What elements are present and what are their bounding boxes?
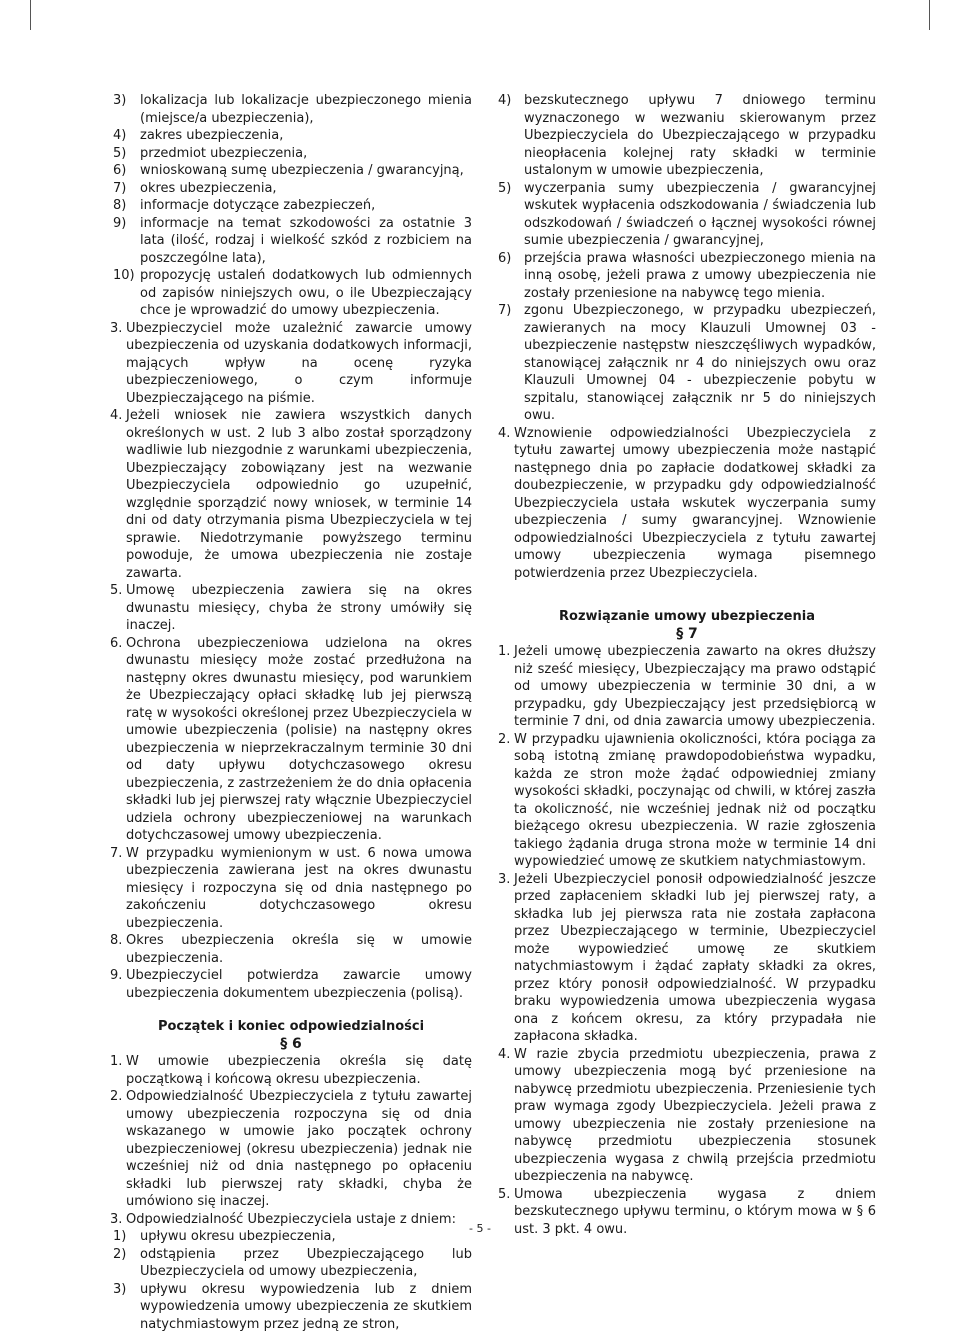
list-item [110, 932, 472, 967]
item-number: 5. [110, 582, 122, 600]
item-number: 7) [113, 180, 126, 198]
item-number: 9) [113, 215, 126, 233]
item-number: 4. [498, 1046, 510, 1064]
list-item [110, 145, 472, 163]
list-item [498, 425, 876, 583]
item-text: upływu okresu ubezpieczenia, [140, 1229, 336, 1244]
crop-mark-left [30, 0, 31, 30]
items-b [110, 1053, 472, 1228]
item-text: Odpowiedzialność Ubezpieczyciela ustaje z dniem: [126, 1212, 456, 1227]
items-c [498, 425, 876, 583]
item-text: okres ubezpieczenia, [140, 181, 277, 196]
item-number: 6) [498, 250, 511, 268]
item-number: 10) [113, 267, 135, 285]
item-number: 4) [498, 92, 511, 110]
page-number: - 5 - [0, 1222, 960, 1235]
list-item [110, 197, 472, 215]
list-a [110, 92, 472, 320]
section-6-number: § 6 [110, 1036, 472, 1054]
item-text: W umowie ubezpieczenia określa się datę początkową i końcową okresu ubezpieczenia. [126, 1054, 472, 1087]
item-text: Odpowiedzialność Ubezpieczyciela z tytułu zawartej umowy ubezpieczenia rozpoczyna się od dnia wskazanego w umowie jako początek ochrony ubezpieczeniowej (okresu ubezpieczenia) jednak nie wcześniej niż od dnia następnego po opłaceniu składki lub pierwszej raty składki, chyba że umówiono się inaczej. [126, 1089, 472, 1209]
item-text: Umowa ubezpieczenia wygasa z dniem bezskutecznego upływu terminu, o którym mowa w § 6 ust. 3 pkt. 4 owu. [514, 1187, 876, 1237]
item-number: 1. [110, 1053, 122, 1071]
item-number: 3. [110, 1211, 122, 1229]
list-item [498, 643, 876, 731]
item-number: 4. [110, 407, 122, 425]
item-number: 9. [110, 967, 122, 985]
item-number: 7) [498, 302, 511, 320]
list-item [498, 731, 876, 871]
list-item [110, 1281, 472, 1333]
item-number: 5. [498, 1186, 510, 1204]
list-item [110, 127, 472, 145]
item-number: 6. [110, 635, 122, 653]
items-d [498, 643, 876, 1238]
item-number: 2. [110, 1088, 122, 1106]
right-column [498, 92, 876, 1238]
list-item [498, 871, 876, 1046]
list-item [110, 92, 472, 127]
item-text: przedmiot ubezpieczenia, [140, 146, 307, 161]
item-number: 5) [498, 180, 511, 198]
item-text: odstąpienia przez Ubezpieczającego lub Ubezpieczyciela od umowy ubezpieczenia, [140, 1247, 472, 1280]
item-text: Wznowienie odpowiedzialności Ubezpieczyciela z tytułu zawartej umowy ubezpieczenia może nastąpić następnego dnia po zapłacie dodatkowej składki za doubezpieczenie, w przypadku gdy odpowiedzialność Ubezpieczyciela ustała wskutek wyczerpania sumy ubezpieczenia / sumy gwarancyjnej. Wznowienie odpowiedzialności Ubezpieczyciela z tytułu zawartej umowy ubezpieczenia wymaga pisemnego potwierdzenia przez Ubezpieczyciela. [514, 426, 876, 581]
list-item [110, 1053, 472, 1088]
list-item [110, 267, 472, 320]
item-number: 5) [113, 145, 126, 163]
item-number: 4) [113, 127, 126, 145]
item-text: informacje na temat szkodowości za ostatnie 3 lata (ilość, rodzaj i wielkość szkód z rozbiciem na poszczególne lata), [140, 216, 472, 266]
item-text: zgonu Ubezpieczonego, w przypadku ubezpieczeń, zawieranych na mocy Klauzuli Umownej 03 - ubezpieczenie następstw nieszczęśliwych wypadków, stanowiącej załącznik nr 4 do niniejszych owu oraz Klauzuli Umownej 04 - ubezpieczenie pobytu w szpitalu, stanowiącej załącznik nr 5 do niniejszych owu. [524, 303, 876, 423]
section-6-heading: Początek i koniec odpowiedzialności [110, 1018, 472, 1036]
list-item [110, 1088, 472, 1211]
list-item [110, 320, 472, 408]
item-text: wnioskowaną sumę ubezpieczenia / gwarancyjną, [140, 163, 464, 178]
item-text: Okres ubezpieczenia określa się w umowie ubezpieczenia. [126, 933, 472, 966]
item-number: 7. [110, 845, 122, 863]
item-text: lokalizacja lub lokalizacje ubezpieczonego mienia (miejsce/a ubezpieczenia), [140, 93, 472, 126]
list-item [498, 302, 876, 425]
list-item [110, 845, 472, 933]
item-number: 3. [110, 320, 122, 338]
item-text: bezskutecznego upływu 7 dniowego terminu wyznaczonego w wezwaniu skierowanym przez Ubezpieczyciela do Ubezpieczającego w przypadku nieopłacenia kolejnej raty składki w terminie ustalonym w umowie ubezpieczenia, [524, 93, 876, 178]
item-number: 2) [113, 1246, 126, 1264]
item-number: 2. [498, 731, 510, 749]
list-item [110, 215, 472, 268]
item-text: upływu okresu wypowiedzenia lub z dniem wypowiedzenia umowy ubezpieczenia ze skutkiem natychmiastowym przez jedną ze stron, [140, 1282, 472, 1332]
list-item [110, 180, 472, 198]
item-number: 6) [113, 162, 126, 180]
item-text: Umowę ubezpieczenia zawiera się na okres dwunastu miesięcy, chyba że strony umówiły się inaczej. [126, 583, 472, 633]
list-b [110, 1228, 472, 1333]
item-number: 3) [113, 1281, 126, 1299]
list-item [110, 1246, 472, 1281]
list-item [498, 1046, 876, 1186]
item-text: propozycję ustaleń dodatkowych lub odmiennych od zapisów niniejszych owu, o ile Ubezpieczający chce je wprowadzić do umowy ubezpieczenia. [140, 268, 472, 318]
list-item [498, 250, 876, 303]
item-text: W przypadku ujawnienia okoliczności, która pociąga za sobą istotną zmianę prawdopodobieństwa wypadku, każda ze stron może żądać odpowiedniej zmiany wysokości składki, poczynając od chwili, w której zaszła ta okoliczność, nie wcześniej jednak niż od początku bieżącego okresu ubezpieczenia. W razie zgłoszenia takiego żądania druga strona może w terminie 14 dni wypowiedzieć umowę ze skutkiem natychmiastowym. [514, 732, 876, 870]
item-number: 3. [498, 871, 510, 889]
list-c [498, 92, 876, 425]
list-item [110, 162, 472, 180]
item-text: informacje dotyczące zabezpieczeń, [140, 198, 375, 213]
item-number: 8) [113, 197, 126, 215]
item-text: wyczerpania sumy ubezpieczenia / gwarancyjnej wskutek wypłacenia odszkodowania / świadczenia lub odszkodowań / świadczeń o łącznej wysokości równej sumie ubezpieczenia / gwarancyjnej, [524, 181, 876, 249]
list-item [498, 180, 876, 250]
list-item [110, 582, 472, 635]
item-text: Ubezpieczyciel potwierdza zawarcie umowy ubezpieczenia dokumentem ubezpieczenia (polisą). [126, 968, 472, 1001]
items-a [110, 320, 472, 1003]
list-item [110, 635, 472, 845]
item-text: Ochrona ubezpieczeniowa udzielona na okres dwunastu miesięcy może zostać przedłużona na następny okres dwunastu miesięcy, pod warunkiem że Ubezpieczający opłaci składkę lub jej pierwszą ratę w wysokości określonej przez Ubezpieczyciela w umowie ubezpieczenia (polisie) na następny okres ubezpieczenia w nieprzekraczalnym terminie 30 dni od daty upływu dotychczasowego okresu ubezpieczenia, z zastrzeżeniem że do dnia opłacenia składki lub jej pierwszej raty włącznie Ubezpieczyciel udziela ochrony ubezpieczeniowej na warunkach dotychczasowej umowy ubezpieczenia. [126, 636, 472, 844]
item-text: Jeżeli Ubezpieczyciel ponosił odpowiedzialność jeszcze przed zapłaceniem składki lub jej pierwszej raty, a składka lub jej pierwsza rata nie została zapłacona przez Ubezpieczającego w terminie, Ubezpieczyciel może wypowiedzieć umowę ze skutkiem natychmiastowym i żądać zapłaty składki za okres, przez który ponosił odpowiedzialność. W przypadku braku wypowiedzenia umowa ubezpieczenia wygasa ona z końcem okresu, za który przypadała nie zapłacona składka. [514, 872, 876, 1045]
item-number: 8. [110, 932, 122, 950]
item-number: 1) [113, 1228, 126, 1246]
crop-mark-right [929, 0, 930, 30]
list-item [498, 92, 876, 180]
item-text: W przypadku wymienionym w ust. 6 nowa umowa ubezpieczenia zawierana jest na okres dwunastu miesięcy i rozpoczyna się od dnia następnego po zakończeniu dotychczasowego okresu ubezpieczenia. [126, 846, 472, 931]
item-text: W razie zbycia przedmiotu ubezpieczenia, prawa z umowy ubezpieczenia mogą być przeniesione na nabywcę przedmiotu ubezpieczenia. Przeniesienie tych praw wymaga zgody Ubezpieczyciela. Jeżeli prawa z umowy ubezpieczenia nie zostały przeniesione na nabywcę przedmiotu ubezpieczenia stosunek ubezpieczenia wygasa z chwilą przejścia przedmiotu ubezpieczenia na nabywcę. [514, 1047, 876, 1185]
item-number: 1. [498, 643, 510, 661]
section-7-number: § 7 [498, 626, 876, 644]
item-text: zakres ubezpieczenia, [140, 128, 283, 143]
item-number: 4. [498, 425, 510, 443]
item-text: przejścia prawa własności ubezpieczonego mienia na inną osobę, jeżeli prawa z umowy ubezpieczenia nie zostały przeniesione na nabywcę tego mienia. [524, 251, 876, 301]
left-column [110, 92, 472, 1333]
item-number: 3) [113, 92, 126, 110]
item-text: Jeżeli wniosek nie zawiera wszystkich danych określonych w ust. 2 lub 3 albo został sporządzony wadliwie lub niezgodnie z warunkami ubezpieczenia, Ubezpieczający zobowiązany jest na wezwanie Ubezpieczyciela odpowiednio go uzupełnić, względnie sporządzić nowy wniosek, w terminie 14 dni od daty otrzymania pisma Ubezpieczyciela w tej sprawie. Niedotrzymanie powyższego terminu powoduje, że umowa ubezpieczenia nie zostaje zawarta. [126, 408, 472, 581]
list-item [110, 407, 472, 582]
item-text: Jeżeli umowę ubezpieczenia zawarto na okres dłuższy niż sześć miesięcy, Ubezpieczający ma prawo odstąpić od umowy ubezpieczenia w terminie 30 dni, a w przypadku, gdy Ubezpieczający jest przedsiębiorcą w terminie 7 dni, od dnia zawarcia umowy ubezpieczenia. [514, 644, 876, 729]
list-item [110, 967, 472, 1002]
item-text: Ubezpieczyciel może uzależnić zawarcie umowy ubezpieczenia od uzyskania dodatkowych informacji, mających wpływ na ocenę ryzyka ubezpieczeniowego, o czym informuje Ubezpieczającego na piśmie. [126, 321, 472, 406]
section-7-heading: Rozwiązanie umowy ubezpieczenia [498, 608, 876, 626]
